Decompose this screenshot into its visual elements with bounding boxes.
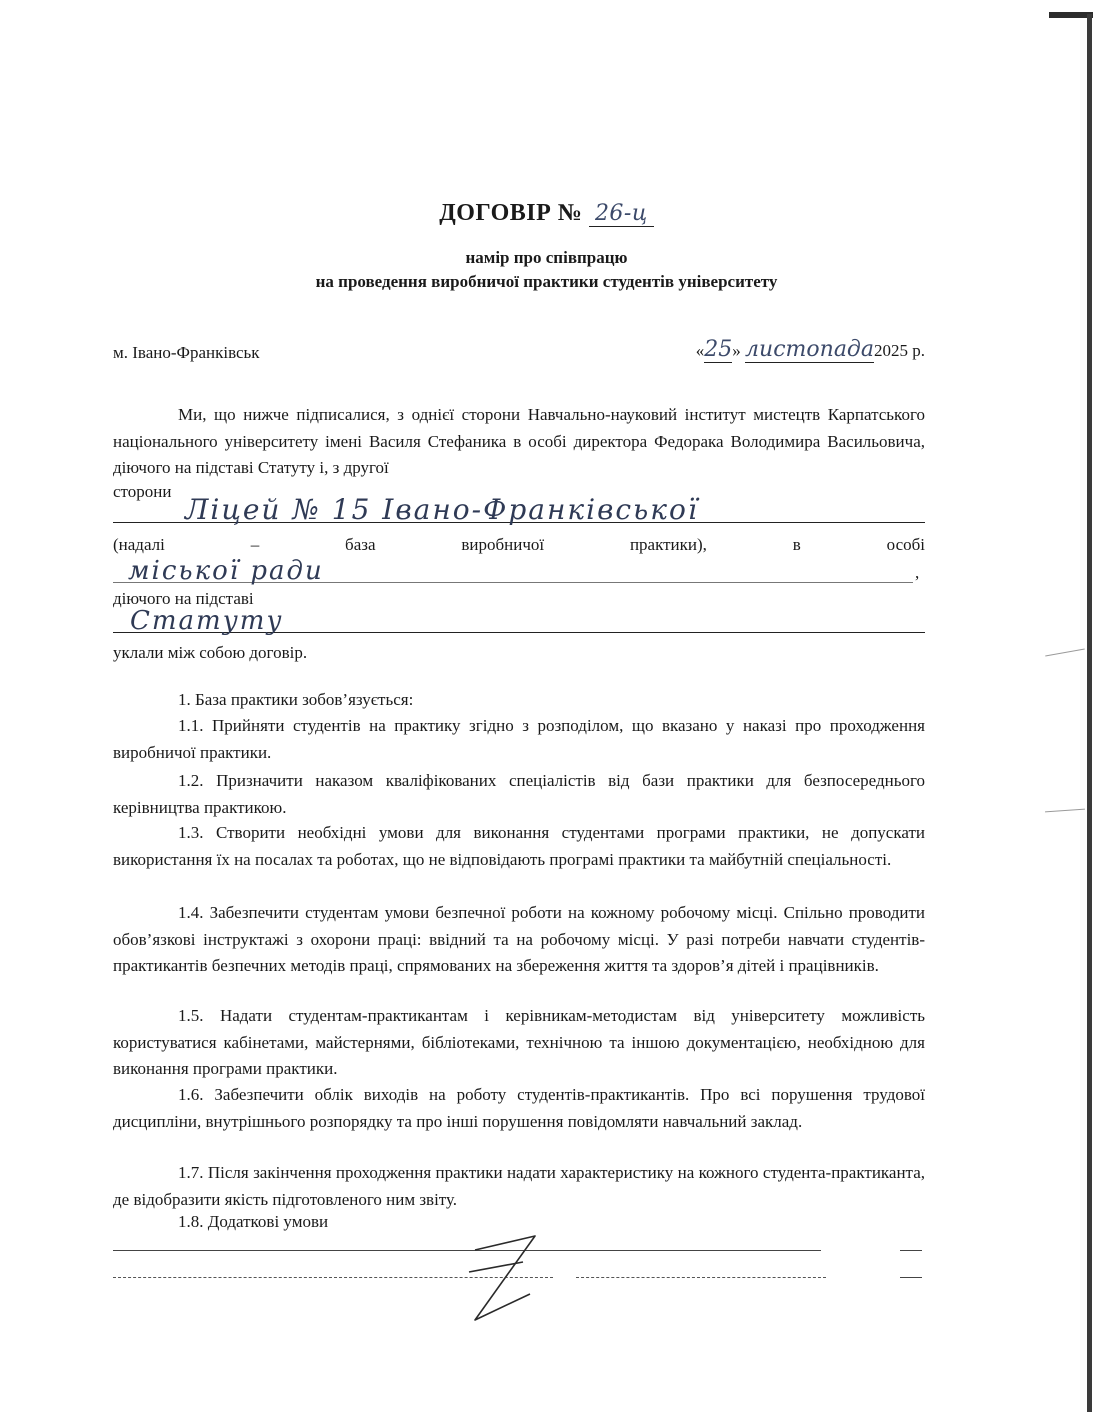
word: (надалі (113, 535, 165, 554)
word: – (250, 535, 260, 554)
word: виробничої (461, 535, 545, 554)
clause-1-7: 1.7. Після закінчення проходження практики надати характеристику на кожного студента-практиканта, де відобразити якість підготовленого ним звіту. (113, 1163, 925, 1209)
word: в (792, 535, 801, 554)
contract-date (696, 337, 925, 362)
word: особі (886, 535, 925, 554)
z-strike-mark (455, 1232, 545, 1322)
basis-handwritten: Статуту (130, 606, 284, 636)
fill-line (900, 1277, 922, 1278)
clause-1-3: 1.3. Створити необхідні умови для виконання студентами програми практики, не допускати використання їх на посалах та роботах, що не відповідають програмі практики та майбутній спеціальності. (113, 823, 925, 869)
fill-line (900, 1250, 922, 1251)
clause-1-1: 1.1. Прийняти студентів на практику згідно з розподілом, що вказано у наказі про проходження виробничої практики. (113, 716, 925, 762)
quote-open: « (695, 341, 705, 360)
concluded-text: уклали між собою договір. (113, 643, 308, 662)
subtitle-line-1: намір про співпрацю (465, 248, 628, 267)
clause-1-5: 1.5. Надати студентам-практикантам і керівникам-методистам від університету можливість користуватися кабінетами, майстернями, бібліотеками, технічною та іншою документацією, необхідною для виконання програми практики. (113, 1006, 925, 1078)
word: база (345, 535, 376, 554)
nadali-row (113, 535, 925, 555)
scan-mark (1045, 649, 1085, 657)
intro-last-word: сторони (113, 482, 172, 501)
section-1-heading: 1. База практики зобов’язується: (178, 690, 414, 709)
quote-close: » (732, 341, 741, 360)
date-year: 2025 р. (874, 341, 925, 360)
city: м. Івано-Франківськ (113, 343, 260, 362)
fill-line (576, 1276, 826, 1278)
party-handwritten: Ліцей № 15 Івано-Франківської (185, 493, 699, 526)
clause-1-4: 1.4. Забезпечити студентам умови безпечної роботи на кожному робочому місці. Спільно проводити обов’язкові інструктажі з охорони праці: ввідний та на робочому місці. У разі потреби навчати студентів-практикантів безпечних методів праці, спрямованих на збереження життя та здоров’я дітей і працівників. (113, 903, 925, 975)
intro-paragraph: Ми, що нижче підписалися, з однієї сторони Навчально-науковий інститут мистецтв Карпатського національного університету імені Василя Стефаника в особі директора Федорака Володимира Васильовича, діючого на підставі Статуту і, з другої (113, 405, 925, 477)
date-month-handwritten: листопада (745, 337, 874, 362)
clause-1-6: 1.6. Забезпечити облік виходів на роботу студентів-практикантів. Про всі порушення трудової дисципліни, внутрішнього розпорядку та про інші порушення повідомляти навчальний заклад. (113, 1085, 925, 1131)
word: практики), (629, 535, 707, 554)
scan-mark (1045, 809, 1085, 813)
document-title (0, 200, 1093, 227)
person-comma: , (915, 563, 920, 582)
acting-basis-label: діючого на підставі (113, 589, 254, 608)
contract-number-handwritten: 26-ц (589, 201, 654, 227)
title-text: ДОГОВІР № (439, 200, 583, 226)
clause-1-8: 1.8. Додаткові умови (178, 1212, 329, 1231)
clause-1-2: 1.2. Призначити наказом кваліфікованих спеціалістів від бази практики для безпосереднього керівництва практикою. (113, 771, 925, 817)
date-day-handwritten: 25 (704, 337, 733, 362)
person-handwritten: міської ради (128, 556, 324, 586)
subtitle-line-2: на проведення виробничої практики студентів університету (315, 272, 778, 291)
